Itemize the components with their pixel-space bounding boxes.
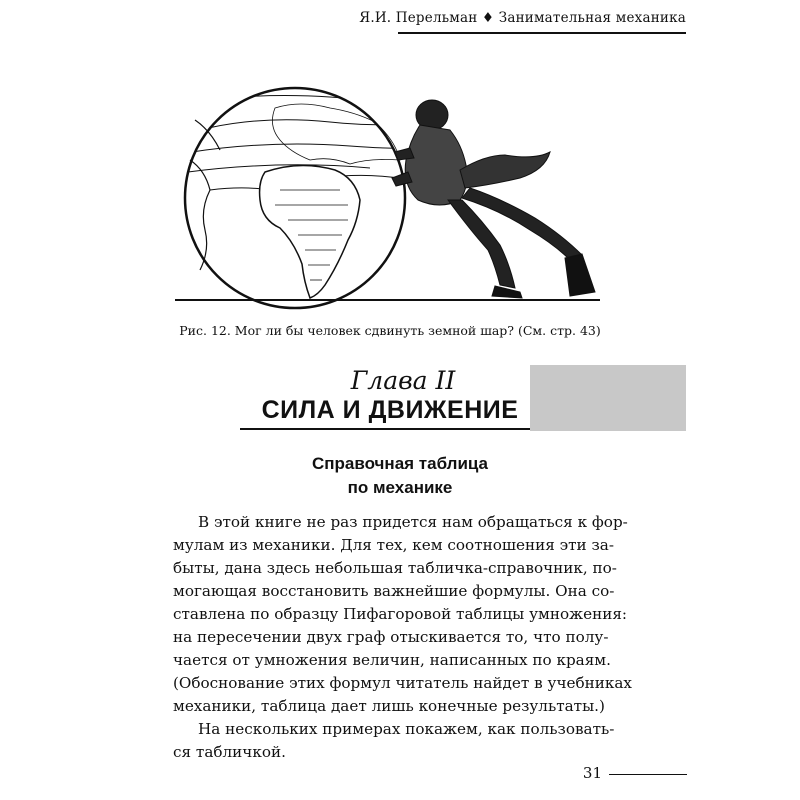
- body-line: ставлена по образцу Пифагоровой таблицы умножения:: [173, 605, 628, 623]
- header-rule: [398, 32, 686, 34]
- body-line: В этой книге не раз придется нам обращаться к фор-: [198, 513, 628, 531]
- figure-caption: Рис. 12. Мог ли бы человек сдвинуть земной шар? (См. стр. 43): [179, 323, 601, 338]
- body-line: мулам из механики. Для тех, кем соотношения эти за-: [173, 536, 614, 554]
- body-line: чается от умножения величин, написанных по краям.: [173, 651, 611, 669]
- body-text: [173, 511, 632, 764]
- footer-rule: [609, 774, 687, 775]
- body-line: механики, таблица дает лишь конечные результаты.): [173, 697, 605, 715]
- section-title-line2: по механике: [347, 478, 453, 497]
- body-line: быты, дана здесь небольшая табличка-справочник, по-: [173, 559, 617, 577]
- section-title-line1: Справочная таблица: [311, 454, 489, 473]
- running-head: Я.И. Перельман ♦ Занимательная механика: [359, 10, 686, 26]
- section-title: [230, 452, 570, 500]
- body-line: на пересечении двух граф отыскивается то, что полу-: [173, 628, 609, 646]
- man-figure: [392, 100, 595, 298]
- body-line: (Обоснование этих формул читатель найдет в учебниках: [173, 674, 632, 692]
- chapter-title: СИЛА И ДВИЖЕНИЕ: [261, 396, 519, 424]
- chapter-decoration-band: [530, 365, 686, 431]
- body-line: На нескольких примерах покажем, как пользовать-: [198, 720, 615, 738]
- chapter-number: Глава II: [350, 366, 456, 395]
- page-number: 31: [582, 764, 602, 782]
- illustration-man-pushing-globe: [170, 60, 610, 310]
- body-line: ся табличкой.: [173, 743, 286, 761]
- body-line: могающая восстановить важнейшие формулы. Она со-: [173, 582, 615, 600]
- chapter-rule: [240, 428, 530, 430]
